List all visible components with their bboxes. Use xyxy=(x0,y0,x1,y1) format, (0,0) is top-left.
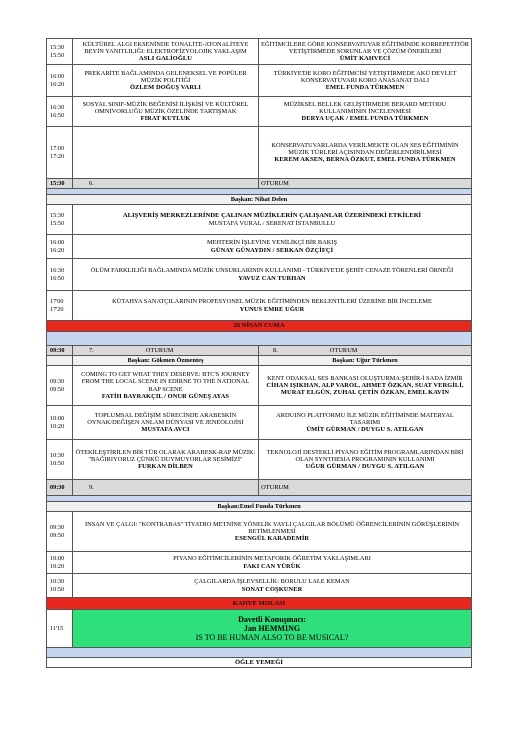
paper-title: PREKARİTE BAĞLAMINDA GELENEKSEL VE POPÜLER MÜZİK POLİTİĞİ xyxy=(84,69,247,84)
paper-author: YUNUS EMRE UĞUR xyxy=(239,305,305,313)
session-time: 09:30 xyxy=(47,346,73,356)
session-label: OTURUM xyxy=(259,480,472,496)
paper-author: YAVUZ CAN TURHAN xyxy=(238,274,306,282)
table-row xyxy=(47,235,472,259)
session-time: 09:30 xyxy=(47,480,73,496)
paper-author: ÜMİT GÜRMAN / DUYGU S. ATILGAN xyxy=(306,426,424,434)
paper-title: KONSERVATUVARLARDA VERİLMEKTE OLAN SES EĞİTİMİNİN MÜZİK TÜRLERİ AÇISINDAN DEĞERLENDİRİLMESİ xyxy=(271,141,459,156)
paper-author: ÜMİT KAHVECİ xyxy=(339,55,391,63)
keynote-title: IS TO BE HUMAN ALSO TO BE MUSICAL? xyxy=(195,633,349,642)
paper-cell xyxy=(73,440,259,480)
session-header xyxy=(47,346,472,356)
paper-title: COMING TO GET WHAT THEY DESERVE: BTC'S JOURNEY FROM THE LOCAL SCENE IN EDİRNE TO THE NATIONAL RAP SCENE xyxy=(81,371,250,393)
program-table xyxy=(46,38,472,668)
time-cell: 17'00 17'20 xyxy=(47,291,73,321)
table-row xyxy=(47,127,472,179)
paper-author: UĞUR GÜRMAN / DUYGU S. ATILGAN xyxy=(305,463,425,471)
paper-author: EMEL FUNDA TÜRKMEN xyxy=(325,84,405,92)
paper-title: SOSYAL SINIF-MÜZİK BEĞENİSİ İLİŞKİSİ VE KÜLTÜREL OMNİVORLUĞU MÜZİK ÖZELİNDE TARTIŞMAK xyxy=(82,100,249,115)
keynote-speaker: Jan HEMMING xyxy=(243,624,301,633)
paper-cell xyxy=(259,39,472,65)
paper-author: KEREM AKSEN, BERNA ÖZKUT, EMEL FUNDA TÜRKMEN xyxy=(274,156,456,164)
time-cell: 16:00 16:20 xyxy=(47,65,73,97)
paper-author: ASLI GALİOĞLU xyxy=(139,55,192,63)
paper-author: MUSTAFA AVCI xyxy=(141,426,190,434)
paper-title: PİYANO EĞİTİMCİLERİNİN METAFORİK ÖĞRETİM YAKLAŞIMLARI xyxy=(173,555,371,563)
time-cell: 16:00 16:20 xyxy=(47,235,73,259)
paper-title: TÜRKİYE'DE KORO EĞİTİMCİSİ YETİŞTİRMEDE AKÜ DEVLET KONSERVATUVARI KORO ANASANAT DALI xyxy=(273,69,457,84)
table-row xyxy=(47,406,472,440)
paper-author: FATİH BAYRAKÇIL / ONUR GÜNEŞ AYAS xyxy=(101,392,230,400)
session-chair: Başkan: Nihat Delen xyxy=(47,195,472,205)
time-cell: 15:30 15:50 xyxy=(47,39,73,65)
paper-author: FIRAT KUTLUK xyxy=(140,115,191,123)
paper-cell xyxy=(73,552,472,574)
time-cell: 16:30 16:50 xyxy=(47,97,73,127)
session-number: 6. xyxy=(73,179,259,189)
time-cell: 09:30 09:50 xyxy=(47,366,73,406)
paper-author: SONAT COŞKUNER xyxy=(241,585,303,593)
paper-title: EĞİTİMCİLERE GÖRE KONSERVATUVAR EĞİTİMİNDE KORREPETİTÖR YETİŞTİRMEDE SORUNLAR VE ÇÖZÜM ÖNERİLERİ xyxy=(261,40,470,55)
table-row xyxy=(47,512,472,552)
paper-cell xyxy=(73,574,472,598)
session-header xyxy=(47,480,472,496)
table-row xyxy=(47,291,472,321)
table-row xyxy=(47,97,472,127)
day-band: 26 NİSAN CUMA xyxy=(47,321,472,332)
session-7-chair: Başkan: Gökmen Özmenteş xyxy=(73,356,259,366)
break-band: KAHVE MOLASI xyxy=(47,598,472,610)
session-number: 9. xyxy=(73,480,259,496)
paper-author: ESENGÜL KARADEMİR xyxy=(234,535,310,543)
time-cell: 10:00 10:20 xyxy=(47,406,73,440)
paper-cell xyxy=(73,366,259,406)
keynote-row xyxy=(47,610,472,648)
table-row xyxy=(47,259,472,291)
keynote-label: Davetli Konuşmacı: xyxy=(238,615,306,624)
paper-title: TOPLUMSAL DEĞİŞİM SÜRECİNDE ARABESKİN OYNAK/DEĞİŞEN ANLAM DÜNYASI VE JENEOLOJİSİ xyxy=(87,411,244,426)
spacer-band xyxy=(47,648,472,658)
paper-title: MEHTERİN İŞLEVİNE YENİLİKÇİ BİR BAKIŞ xyxy=(206,239,338,247)
paper-cell xyxy=(73,406,259,440)
session-chair xyxy=(47,356,472,366)
keynote-cell xyxy=(73,610,472,648)
lunch-band: ÖĞLE YEMEĞİ xyxy=(47,658,472,668)
paper-cell xyxy=(259,97,472,127)
session-label: OTURUM xyxy=(259,179,472,189)
paper-title: ÇALGILARDA İŞLEVSELLİK: BORULU LALE KEMAN xyxy=(194,578,350,586)
paper-author: ÖZLEM DOĞUŞ VARLI xyxy=(129,84,202,92)
paper-title: ÖTEKİLEŞTİRİLEN BİR TÜR OLARAK ARABESK-RAP MÜZİK: "BAĞIRIYORUZ ÇÜNKÜ DUYMUYORLAR SESİMİZİ" xyxy=(75,448,256,463)
paper-cell xyxy=(73,97,259,127)
paper-title: ÖLÜM FARKLILIĞI BAĞLAMINDA MÜZİK UNSURLARININ KULLANIMI - TÜRKİYE'DE ŞEHİT CENAZE TÖRENLERİ ÖRNEĞİ xyxy=(90,267,454,275)
session-header xyxy=(47,179,472,189)
table-row xyxy=(47,65,472,97)
paper-author: GÜNAY GÜNAYDIN / SERKAN ÖZÇİFÇİ xyxy=(210,246,334,254)
time-cell: 10:00 10:20 xyxy=(47,552,73,574)
paper-cell xyxy=(259,440,472,480)
session-8-chair: Başkan: Uğur Türkmen xyxy=(259,356,472,366)
paper-author: FAKI CAN YÜRÜK xyxy=(243,562,301,570)
paper-cell xyxy=(73,512,472,552)
table-row xyxy=(47,366,472,406)
paper-cell xyxy=(73,65,259,97)
paper-title: ALIŞVERİŞ MERKEZLERİNDE ÇALINAN MÜZİKLERİN ÇALIŞANLAR ÜZERİNDEKİ ETKİLERİ xyxy=(122,212,422,220)
session-chair: Başkan:Emel Funda Türkmen xyxy=(47,502,472,512)
paper-title: KENT ODAKSAL SES BANKASI OLUŞTURMA:ŞEHİR-İ SADA İZMİR xyxy=(267,374,463,382)
paper-cell xyxy=(73,235,472,259)
table-row xyxy=(47,39,472,65)
time-cell: 15:30 15:50 xyxy=(47,205,73,235)
paper-cell xyxy=(259,366,472,406)
paper-author: FURKAN DİLBEN xyxy=(138,463,193,471)
paper-author: MUSTAFA VURAL / SERENAT İSTANBULLU xyxy=(208,219,336,227)
paper-author: CİHAN IŞIKHAN, ALP VAROL, AHMET ÖZKAN, SUAT VERGİLİ, MURAT ELGÜN, ZUHAL ÇETİN ÖZKAN, EMEL KAVİN xyxy=(266,381,464,397)
paper-cell xyxy=(73,39,259,65)
table-row xyxy=(47,440,472,480)
program-sheet xyxy=(46,38,471,668)
session-7-label: 7. OTURUM xyxy=(73,346,259,356)
paper-cell xyxy=(73,205,472,235)
paper-cell xyxy=(73,291,472,321)
paper-title: MÜZİKSEL BELLEK GELİŞTİRMEDE BERARD METODU KULLANIMININ İNCELENMESİ xyxy=(283,100,447,115)
session-8-label: 8. OTURUM xyxy=(259,346,472,356)
time-cell: 10:30 10:50 xyxy=(47,440,73,480)
paper-title: İNSAN VE ÇALGI: "KONTRABAS" TİYATRO METNİNE YÖNELİK YAYLI ÇALGILAR BÖLÜMÜ ÖĞRENCİLERİNİN GÖRÜŞLERİNİN BETİMLENMESİ xyxy=(84,520,460,535)
paper-cell xyxy=(259,65,472,97)
session-time: 15:30 xyxy=(47,179,73,189)
paper-cell xyxy=(259,127,472,179)
paper-author: DERYA UÇAK / EMEL FUNDA TÜRKMEN xyxy=(301,115,429,123)
time-cell: 17:00 17:20 xyxy=(47,127,73,179)
time-cell: 16:30 16:50 xyxy=(47,259,73,291)
paper-cell xyxy=(259,406,472,440)
paper-title: KÜTAHYA SANATÇILARININ PROFESYONEL MÜZİK EĞİTİMİNDEN BEKLENTİLERİ ÜZERİNE BİR İNCELEME xyxy=(112,298,432,306)
spacer-band xyxy=(47,332,472,346)
time-cell: 09:30 09:50 xyxy=(47,512,73,552)
paper-cell xyxy=(73,127,259,179)
keynote-time: 11'15 xyxy=(47,610,73,648)
paper-cell xyxy=(73,259,472,291)
table-row xyxy=(47,552,472,574)
time-cell: 10:30 10:50 xyxy=(47,574,73,598)
paper-title: TEKNOLOJİ DESTEKLİ PİYANO EĞİTİM PROGRAMLARINDAN BİRİ OLAN SYNTHESIA PROGRAMININ KULLANIMI xyxy=(266,448,464,463)
table-row xyxy=(47,205,472,235)
table-row xyxy=(47,574,472,598)
paper-title: KÜLTÜREL ALGI EKSENİNDE TONALİTE-ATONALİTEYE BEYİN YANITLILIĞI: ELEKTROFİZYOLOJİK YAKLAŞIM xyxy=(82,40,249,55)
paper-title: ARDUINO PLATFORMU İLE MÜZİK EĞİTİMİNDE MATERYAL TASARIMI xyxy=(276,411,454,426)
